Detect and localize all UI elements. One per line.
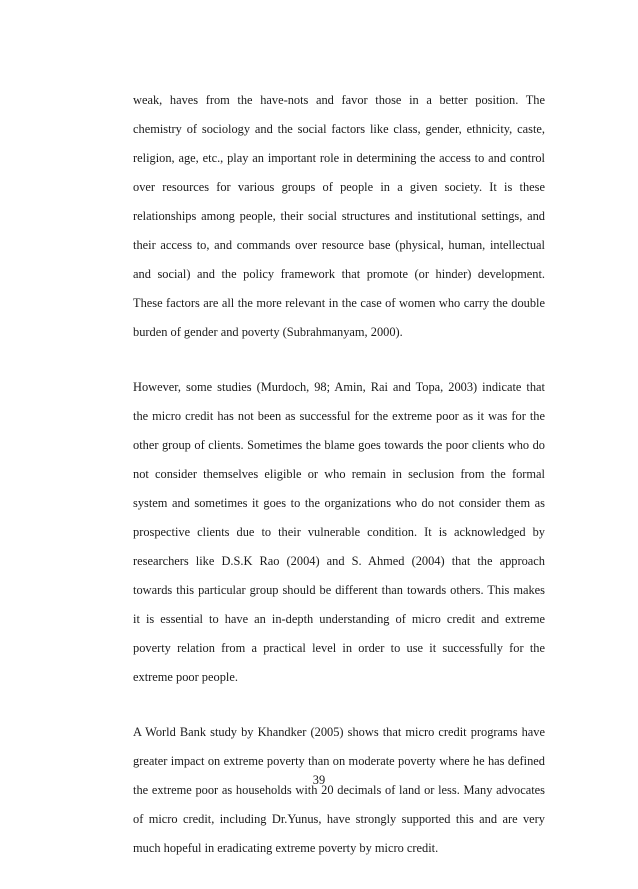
text-line: greater impact on extreme poverty than on moderate poverty where he has defined bbox=[133, 754, 545, 768]
text-line: burden of gender and poverty (Subrahmanyam, 2000). bbox=[133, 325, 403, 339]
text-line: their access to, and commands over resource base (physical, human, intellectual bbox=[133, 238, 545, 252]
text-line: prospective clients due to their vulnerable condition. It is acknowledged by bbox=[133, 525, 545, 539]
text-line: much hopeful in eradicating extreme poverty by micro credit. bbox=[133, 841, 439, 855]
text-line: researchers like D.S.K Rao (2004) and S. Ahmed (2004) that the approach bbox=[133, 554, 545, 568]
paragraph-1 bbox=[133, 86, 545, 347]
text-line: religion, age, etc., play an important role in determining the access to and control bbox=[133, 151, 545, 165]
text-line: the extreme poor as households with 20 decimals of land or less. Many advocates bbox=[133, 783, 545, 797]
text-line: However, some studies (Murdoch, 98; Amin, Rai and Topa, 2003) indicate that bbox=[133, 380, 545, 394]
text-line: These factors are all the more relevant in the case of women who carry the double bbox=[133, 296, 545, 310]
text-line: extreme poor people. bbox=[133, 670, 238, 684]
text-line: other group of clients. Sometimes the blame goes towards the poor clients who do bbox=[133, 438, 545, 452]
text-line: system and sometimes it goes to the organizations who do not consider them as bbox=[133, 496, 545, 510]
text-line: of micro credit, including Dr.Yunus, have strongly supported this and are very bbox=[133, 812, 545, 826]
text-line: chemistry of sociology and the social factors like class, gender, ethnicity, caste, bbox=[133, 122, 545, 136]
paragraph-2 bbox=[133, 373, 545, 692]
text-line: towards this particular group should be different than towards others. This makes bbox=[133, 583, 545, 597]
text-line: and social) and the policy framework that promote (or hinder) development. bbox=[133, 267, 545, 281]
body-text bbox=[133, 86, 545, 889]
text-line: weak, haves from the have-nots and favor those in a better position. The bbox=[133, 93, 545, 107]
page-number: 39 bbox=[312, 773, 326, 787]
text-line: the micro credit has not been as successful for the extreme poor as it was for the bbox=[133, 409, 545, 423]
text-line: relationships among people, their social structures and institutional settings, and bbox=[133, 209, 545, 223]
paragraph-3 bbox=[133, 718, 545, 863]
text-line: A World Bank study by Khandker (2005) shows that micro credit programs have bbox=[133, 725, 545, 739]
text-line: over resources for various groups of people in a given society. It is these bbox=[133, 180, 545, 194]
text-line: not consider themselves eligible or who remain in seclusion from the formal bbox=[133, 467, 545, 481]
text-line: it is essential to have an in-depth understanding of micro credit and extreme bbox=[133, 612, 545, 626]
text-line: poverty relation from a practical level in order to use it successfully for the bbox=[133, 641, 545, 655]
